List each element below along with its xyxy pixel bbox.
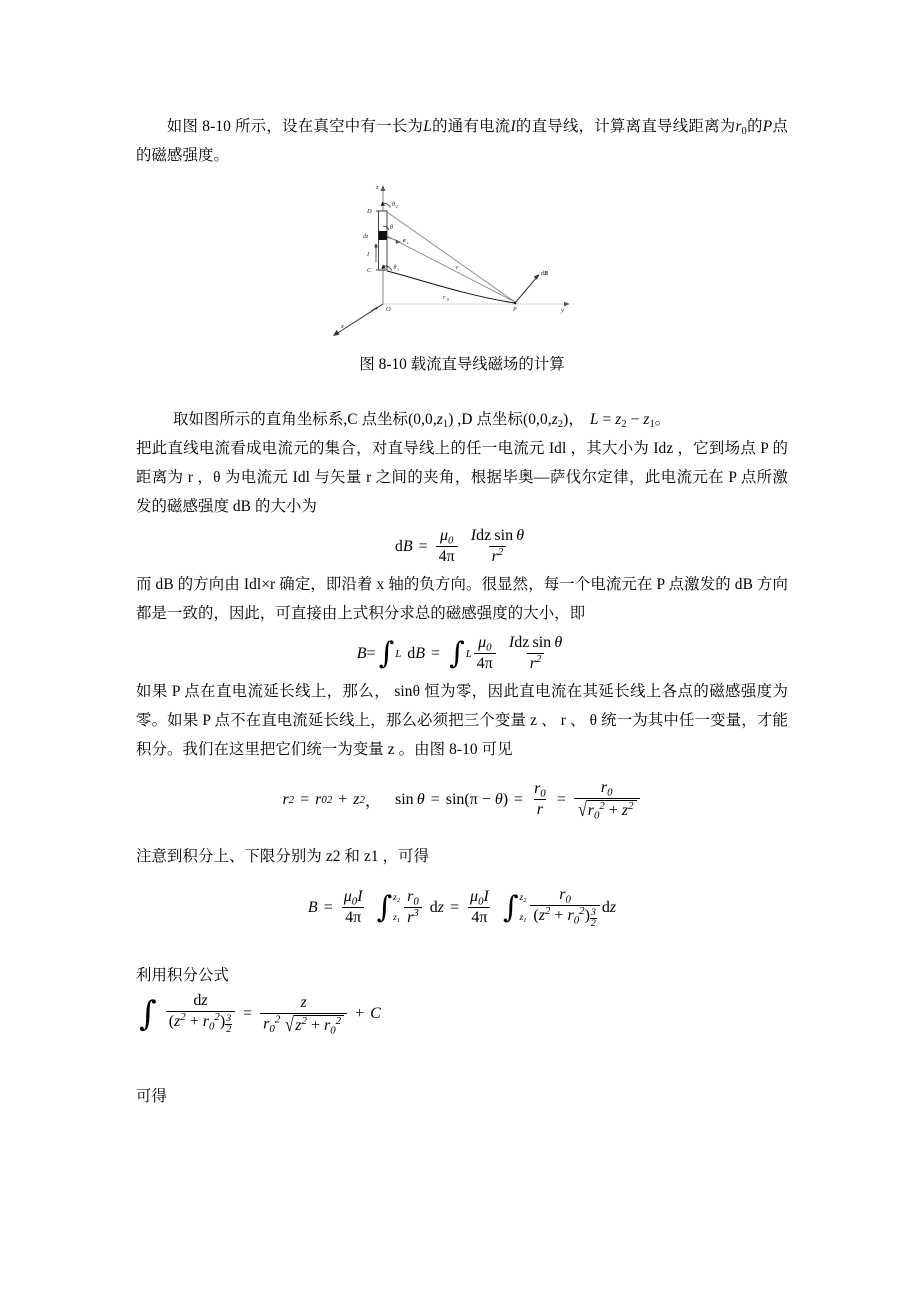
var-z1b: z <box>643 411 650 428</box>
equation-1-block <box>136 527 788 566</box>
equation-5-block <box>136 992 788 1035</box>
spacer-after-eq3 <box>136 824 788 842</box>
document-content <box>136 112 788 1111</box>
paragraph-limits: 注意到积分上、下限分别为 z2 和 z1 ，可得 <box>136 848 430 865</box>
intro-text-a: 如图 8-10 所示，设在真空中有一长为 <box>166 118 424 135</box>
spacer-before-eq4 <box>136 871 788 880</box>
coord-text-b: ) ,D 点坐标(0,0, <box>448 411 552 428</box>
spacer-after-eq5 <box>136 1036 788 1064</box>
equation-4: B = $\frac{\mu_0I}{4\pi}$ ∫ $z_2$ $z_1$ $\frac{r_0}{r^3}$ d z = $\frac{\mu_0I}{4\pi}$ ∫ $z_2$ $z_1$ $r_0$ $(z^2 + r_0^2)$ $\frac{3}{2}$ d z <box>307 886 617 929</box>
label-theta: θ <box>390 225 393 231</box>
var-z1-subscript: 1 <box>442 419 449 431</box>
var-P: P <box>762 118 773 135</box>
equation-1: d B = $\frac{\mu_0}{4\pi}$ $\frac{\text{Idz sin θ}}{r^2}$ <box>394 527 525 565</box>
var-L2: L <box>589 411 599 428</box>
label-origin: O <box>386 306 391 313</box>
figure-diagram-svg <box>332 176 592 336</box>
var-z2b: z <box>615 411 622 428</box>
equation-3: r 2 = r 0 2 + z 2 ， sin θ = sin(π − θ ) = $\frac{r_0}{r}$ = $r_0$ √ $r_0^2 + z^2$ <box>282 779 641 820</box>
paragraph-result-lead: 可得 <box>136 1087 167 1105</box>
label-z-axis: z <box>376 184 379 191</box>
label-theta1: θ <box>393 265 397 271</box>
label-theta2: θ <box>392 202 395 208</box>
equation-2: B = ∫ L d B = ∫ L $\frac{\mu_0}{4\pi}$ $\frac{\text{Idz sin θ}}{r^2}$ <box>356 634 563 672</box>
figure-8-10 <box>332 176 592 336</box>
intro-text-d: 线距离为 <box>672 118 736 135</box>
spacer-before-eq3 <box>136 764 788 773</box>
label-point-D: D <box>367 208 372 215</box>
figure-block <box>136 176 788 377</box>
var-z1: z <box>436 411 443 428</box>
intro-text-b: 的通有电流 <box>431 118 511 135</box>
var-z2: z <box>551 411 558 428</box>
label-point-C: C <box>367 267 372 274</box>
label-r0-sub: 0 <box>446 296 449 302</box>
figure-caption: 图 8-10 载流直导线磁场的计算 <box>359 356 565 373</box>
var-r0-subscript: 0 <box>741 126 747 138</box>
paragraph-variables: 如果 P 点在直电流延长线上，那么， sinθ 恒为零，因此直电流在其延长线上各点的磁感强度为零。如果 P 点不在直电流延长线上，那么必须把三个变量 z 、 r 、 θ 统一为其中任一变量，才能积分。我们在这里把它们统一为变量 z 。由图 8-10 可见 <box>136 683 788 758</box>
label-current-I: I <box>367 251 370 258</box>
label-y-axis: y <box>561 307 564 314</box>
spacer-after-eq4 <box>136 933 788 961</box>
coord-text-c: )， <box>563 411 584 428</box>
var-z2b-subscript: 2 <box>621 419 627 431</box>
equation-3-block <box>136 779 788 820</box>
label-r0: r <box>443 294 446 301</box>
var-I: I <box>510 118 516 135</box>
equation-4-block <box>136 886 788 929</box>
var-z1b-subscript: 1 <box>649 419 655 431</box>
label-dB: dB <box>541 271 549 277</box>
intro-text-c: 的直导线，计算离直导 <box>515 118 673 135</box>
var-z2-subscript: 2 <box>557 419 564 431</box>
intro-text-f: 点的磁感强度。 <box>136 118 788 164</box>
intro-text-e: 的 <box>746 118 763 135</box>
label-theta1-sub: 1 <box>397 266 400 272</box>
label-e-r: e <box>403 238 406 244</box>
equation-2-block <box>136 634 788 673</box>
coord-text-a: 取如图所示的直角坐标系,C 点坐标(0,0, <box>172 411 437 428</box>
var-r0: r <box>735 118 742 135</box>
label-dz: dz <box>363 234 369 240</box>
spacer-after-eq5b <box>136 1064 788 1082</box>
var-L: L <box>423 118 432 135</box>
paragraph-biot-savart: 把此直线电流看成电流元的集合，对直导线上的任一电流元 Idl ，其大小为 Idz ，它到场点 P 的距离为 r ，θ 为电流元 Idl 与矢量 r 之间的夹角，根据毕奥—萨伐尔定律，此电流元在 P 点所激发的磁感强度 dB 的大小为 <box>136 440 788 515</box>
label-r: r <box>456 264 459 271</box>
label-e-r-sub: r <box>407 239 409 245</box>
eq-sign: = <box>602 411 612 428</box>
paragraph-coordinates <box>136 405 788 434</box>
label-point-P: P <box>513 307 517 313</box>
label-x-axis: x <box>341 323 344 330</box>
paragraph-intro <box>136 112 788 170</box>
paragraph-integral-formula: 利用积分公式 <box>136 967 229 985</box>
paragraph-direction: 而 dB 的方向由 Idl×r 确定，即沿着 x 轴的负方向。很显然，每一个电流元在 P 点激发的 dB 方向都是一致的，因此，可直接由上式积分求总的磁感强度的大小，即 <box>136 576 788 622</box>
equation-5: ∫ dz $(z^2 + r_0^2)$ $\frac{3}{2}$ = z $r_0^2$ √ $z^2 + r_0^2$ + C <box>139 992 381 1036</box>
spacer-after-figure <box>136 377 788 405</box>
label-theta2-sub: 2 <box>395 203 398 209</box>
coord-text-end: 。 <box>654 411 671 428</box>
minus-sign: − <box>630 411 640 428</box>
